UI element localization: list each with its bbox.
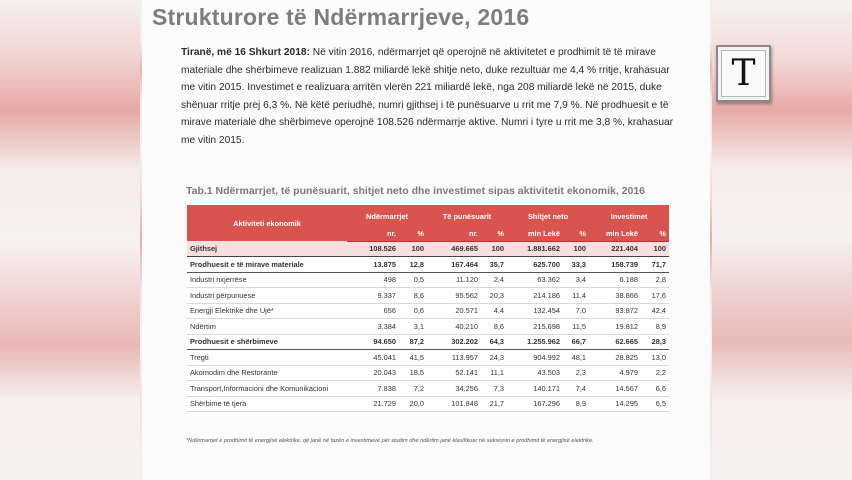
table-cell: 87,2 xyxy=(399,334,427,350)
table-row xyxy=(187,365,669,381)
table-cell: 14.567 xyxy=(589,381,641,397)
table-cell: 45.041 xyxy=(347,350,399,366)
table-cell: 94.650 xyxy=(347,334,399,350)
table-cell: 18,5 xyxy=(399,365,427,381)
table-cell: 8,9 xyxy=(641,319,669,335)
table-cell: 93.872 xyxy=(589,303,641,319)
table-cell: 158.739 xyxy=(589,257,641,273)
subheader-cell: % xyxy=(399,227,427,241)
table-cell: 108.526 xyxy=(347,241,399,257)
table-cell: 11.120 xyxy=(427,272,481,288)
table-cell: 2,8 xyxy=(641,272,669,288)
table-cell: 95.562 xyxy=(427,288,481,304)
table-cell: 42,4 xyxy=(641,303,669,319)
table-cell: 28.825 xyxy=(589,350,641,366)
table-cell: 7.838 xyxy=(347,381,399,397)
table-cell: 62.665 xyxy=(589,334,641,350)
table-cell: 20,0 xyxy=(399,396,427,412)
table-cell: 214.186 xyxy=(507,288,563,304)
table-cell: 167.464 xyxy=(427,257,481,273)
table-cell: 132.454 xyxy=(507,303,563,319)
table-cell: 7,3 xyxy=(481,381,507,397)
table-cell: 8,6 xyxy=(481,319,507,335)
table-row xyxy=(187,257,669,273)
row-label: Transport,Informacioni dhe Komunikacioni xyxy=(187,381,347,397)
table-cell: 113.957 xyxy=(427,350,481,366)
table-cell: 3,4 xyxy=(563,272,589,288)
table-cell: 66,7 xyxy=(563,334,589,350)
table-row xyxy=(187,288,669,304)
table-row xyxy=(187,396,669,412)
table-cell: 11,1 xyxy=(481,365,507,381)
row-label: Prodhuesit e shërbimeve xyxy=(187,334,347,350)
table-cell: 21,7 xyxy=(481,396,507,412)
table-cell: 7,4 xyxy=(563,381,589,397)
table-cell: 4.979 xyxy=(589,365,641,381)
table-row xyxy=(187,303,669,319)
t-logo-icon xyxy=(716,45,771,102)
table-cell: 20.043 xyxy=(347,365,399,381)
table-cell: 7,0 xyxy=(563,303,589,319)
table-cell: 0,6 xyxy=(399,303,427,319)
table-cell: 498 xyxy=(347,272,399,288)
table-cell: 8,6 xyxy=(399,288,427,304)
logo-letter: T xyxy=(721,50,766,97)
table-cell: 34.256 xyxy=(427,381,481,397)
intro-body: Në vitin 2016, ndërmarrjet që operojnë në aktivitetet e prodhimit të të mirave materiale dhe shërbimeve realizuan 1.882 miliardë lekë shitje neto, duke rezultuar me 4,4 % rritje, krahasuar me vitin 2015. Investimet e realizuara arritën vlerën 221 miliardë lekë, nga 208 miliardë lekë në 2015, duke shënuar rritje prej 6,3 %. Në këtë periudhë, numri gjithsej i të punësuarve u rrit me 7,9 %. Në prodhuesit e të mirave materiale dhe shërbimeve operojnë 108.526 ndërmarrje aktive. Numri i tyre u rrit me 3,8 %, krahasuar me vitin 2015. xyxy=(181,47,674,146)
table-cell: 14.295 xyxy=(589,396,641,412)
table-cell: 221.404 xyxy=(589,241,641,257)
row-label: Shërbime të tjera xyxy=(187,396,347,412)
table-row xyxy=(187,319,669,335)
table-cell: 9.337 xyxy=(347,288,399,304)
table-cell: 11,5 xyxy=(563,319,589,335)
table-cell: 63.362 xyxy=(507,272,563,288)
row-label: Tregti xyxy=(187,350,347,366)
row-label: Ndërtim xyxy=(187,319,347,335)
table-cell: 7,2 xyxy=(399,381,427,397)
table-cell: 656 xyxy=(347,303,399,319)
table-cell: 140.171 xyxy=(507,381,563,397)
table-cell: 8,9 xyxy=(563,396,589,412)
table-cell: 20,3 xyxy=(481,288,507,304)
table-cell: 469.665 xyxy=(427,241,481,257)
subheader-cell: % xyxy=(641,227,669,241)
table-cell: 48,1 xyxy=(563,350,589,366)
table-cell: 17,6 xyxy=(641,288,669,304)
table-row xyxy=(187,272,669,288)
table-cell: 41,5 xyxy=(399,350,427,366)
intro-lead: Tiranë, më 16 Shkurt 2018: xyxy=(181,47,310,58)
header-activity: Aktiviteti ekonomik xyxy=(187,205,347,241)
table-cell: 6.188 xyxy=(589,272,641,288)
table-cell: 6,5 xyxy=(641,396,669,412)
subheader-cell: % xyxy=(481,227,507,241)
row-label: Gjithsej xyxy=(187,241,347,257)
table-cell: 21.729 xyxy=(347,396,399,412)
table-cell: 20.571 xyxy=(427,303,481,319)
subheader-cell: mln Lekë xyxy=(589,227,641,241)
table-cell: 71,7 xyxy=(641,257,669,273)
header-investments: Investimet xyxy=(589,205,669,227)
table-cell: 100 xyxy=(641,241,669,257)
row-label: Energji Elektrike dhe Ujë* xyxy=(187,303,347,319)
table-cell: 302.202 xyxy=(427,334,481,350)
table-cell: 28,3 xyxy=(641,334,669,350)
subheader-cell: nr. xyxy=(347,227,399,241)
table-cell: 2,4 xyxy=(481,272,507,288)
table-cell: 100 xyxy=(563,241,589,257)
table-cell: 167.296 xyxy=(507,396,563,412)
row-label: Akomodim dhe Restorante xyxy=(187,365,347,381)
table-cell: 40.210 xyxy=(427,319,481,335)
table-row xyxy=(187,241,669,257)
intro-paragraph xyxy=(181,44,681,150)
table-cell: 3,1 xyxy=(399,319,427,335)
subheader-cell: % xyxy=(563,227,589,241)
table-cell: 11,4 xyxy=(563,288,589,304)
table-title: Tab.1 Ndërmarrjet, të punësuarit, shitjet neto dhe investimet sipas aktivitetit ekonomik, 2016 xyxy=(186,185,646,197)
table-cell: 19.812 xyxy=(589,319,641,335)
table-cell: 904.992 xyxy=(507,350,563,366)
page-title: Strukturore të Ndërmarrjeve, 2016 xyxy=(152,4,530,30)
table-cell: 100 xyxy=(481,241,507,257)
table-cell: 2,2 xyxy=(641,365,669,381)
table-cell: 13,0 xyxy=(641,350,669,366)
table-cell: 64,3 xyxy=(481,334,507,350)
data-table xyxy=(187,205,669,412)
table-cell: 215.698 xyxy=(507,319,563,335)
table-cell: 625.700 xyxy=(507,257,563,273)
table-cell: 101.848 xyxy=(427,396,481,412)
table-cell: 33,3 xyxy=(563,257,589,273)
table-cell: 1.881.662 xyxy=(507,241,563,257)
table-footnote: *Ndërmarrjet e prodhimit të energjisë elektrike, që janë në fazën e investimeve për studim dhe ndërtim janë klasifikuar në seksionin e prodhimit të energjisë elektrike. xyxy=(186,438,594,444)
table-cell: 24,3 xyxy=(481,350,507,366)
table-cell: 35,7 xyxy=(481,257,507,273)
table-row xyxy=(187,350,669,366)
table-cell: 2,3 xyxy=(563,365,589,381)
row-label: Prodhuesit e të mirave materiale xyxy=(187,257,347,273)
table-cell: 6,6 xyxy=(641,381,669,397)
table-cell: 43.503 xyxy=(507,365,563,381)
table-cell: 0,5 xyxy=(399,272,427,288)
header-employees: Të punësuarit xyxy=(427,205,507,227)
table-cell: 38.866 xyxy=(589,288,641,304)
table-cell: 4,4 xyxy=(481,303,507,319)
table-cell: 12,8 xyxy=(399,257,427,273)
subheader-cell: mln Lekë xyxy=(507,227,563,241)
header-enterprises: Ndërmarrjet xyxy=(347,205,427,227)
table-cell: 100 xyxy=(399,241,427,257)
table-cell: 3.384 xyxy=(347,319,399,335)
studio-background-left xyxy=(0,0,140,480)
row-label: Industri nxjerrëse xyxy=(187,272,347,288)
table-cell: 1.255.962 xyxy=(507,334,563,350)
row-label: Industri përpunuese xyxy=(187,288,347,304)
header-net-sales: Shitjet neto xyxy=(507,205,589,227)
subheader-cell: nr. xyxy=(427,227,481,241)
table-cell: 52.141 xyxy=(427,365,481,381)
table-cell: 13.875 xyxy=(347,257,399,273)
table-row xyxy=(187,334,669,350)
table-row xyxy=(187,381,669,397)
